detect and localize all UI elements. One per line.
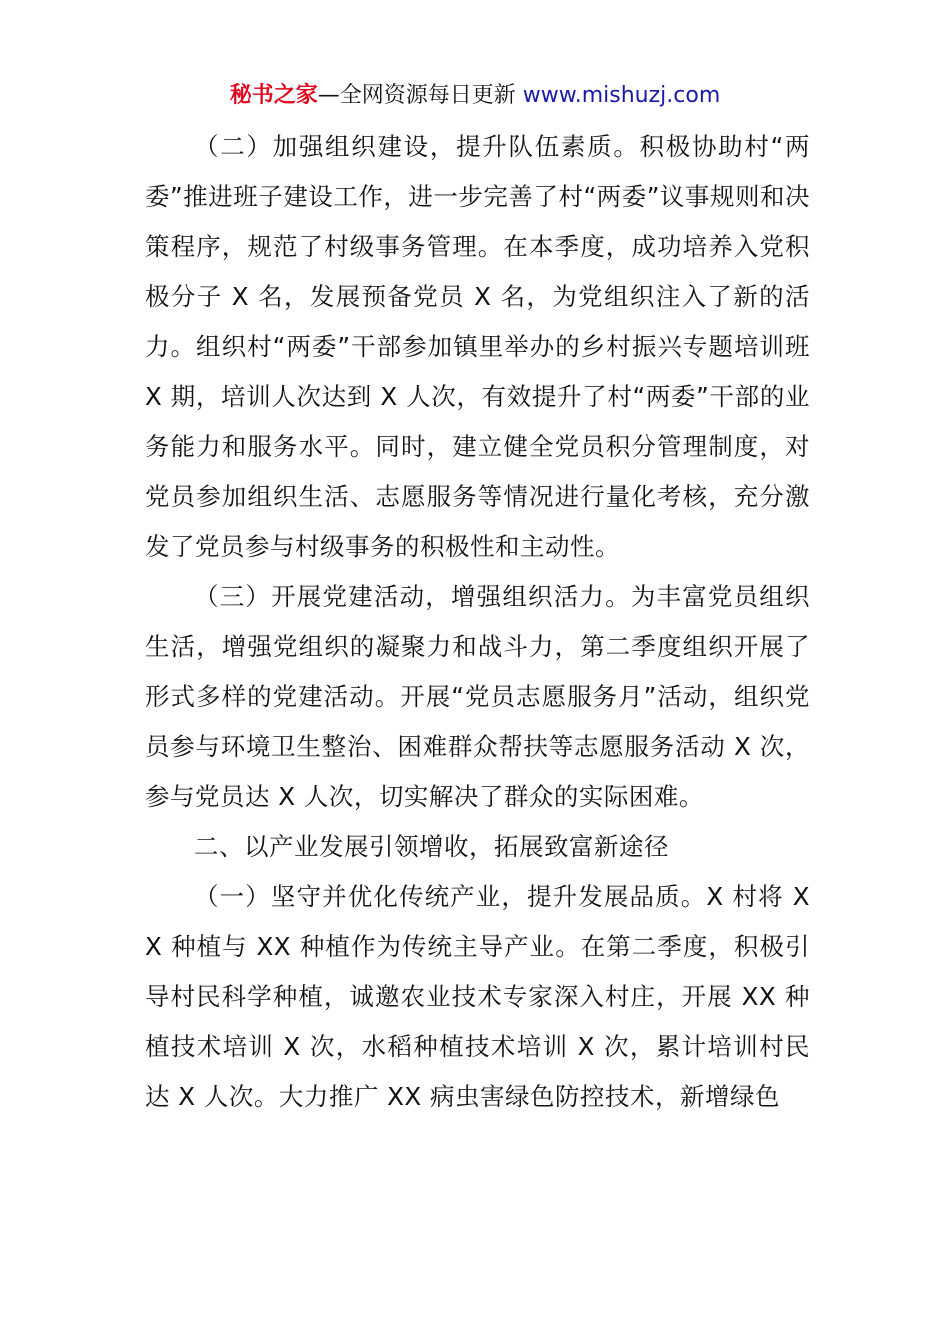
site-header	[0, 78, 950, 114]
paragraph-party-activities: （三）开展党建活动，增强组织活力。为丰富党员组织生活，增强党组织的凝聚力和战斗力，第二季度组织开展了形式多样的党建活动。开展“党员志愿服务月”活动，组织党员参与环境卫生整治、困难群众帮扶等志愿服务活动 X 次，参与党员达 X 人次，切实解决了群众的实际困难。	[145, 582, 810, 811]
site-url-link[interactable]: www.mishuzj.com	[522, 83, 721, 108]
header-tagline: —全网资源每日更新	[317, 83, 516, 108]
section-heading-industry: 二、以产业发展引领增收，拓展致富新途径	[194, 832, 669, 861]
paragraph-traditional-industry: （一）坚守并优化传统产业，提升发展品质。X 村将 XX 种植与 XX 种植作为传统主导产业。在第二季度，积极引导村民科学种植，诚邀农业技术专家深入村庄，开展 XX 种植技术培训 X 次，水稻种植技术培训 X 次，累计培训村民达 X 人次。大力推广 XX 病虫害绿色防控技术，新增绿色	[145, 882, 810, 1111]
brand-name: 秘书之家	[229, 83, 318, 108]
document-body	[145, 122, 810, 1122]
paragraph-org-building: （二）加强组织建设，提升队伍素质。积极协助村“两委”推进班子建设工作，进一步完善了村“两委”议事规则和决策程序，规范了村级事务管理。在本季度，成功培养入党积极分子 X 名，发展预备党员 X 名，为党组织注入了新的活力。组织村“两委”干部参加镇里举办的乡村振兴专题培训班 X 期，培训人次达到 X 人次，有效提升了村“两委”干部的业务能力和服务水平。同时，建立健全党员积分管理制度，对党员参加组织生活、志愿服务等情况进行量化考核，充分激发了党员参与村级事务的积极性和主动性。	[145, 132, 810, 561]
